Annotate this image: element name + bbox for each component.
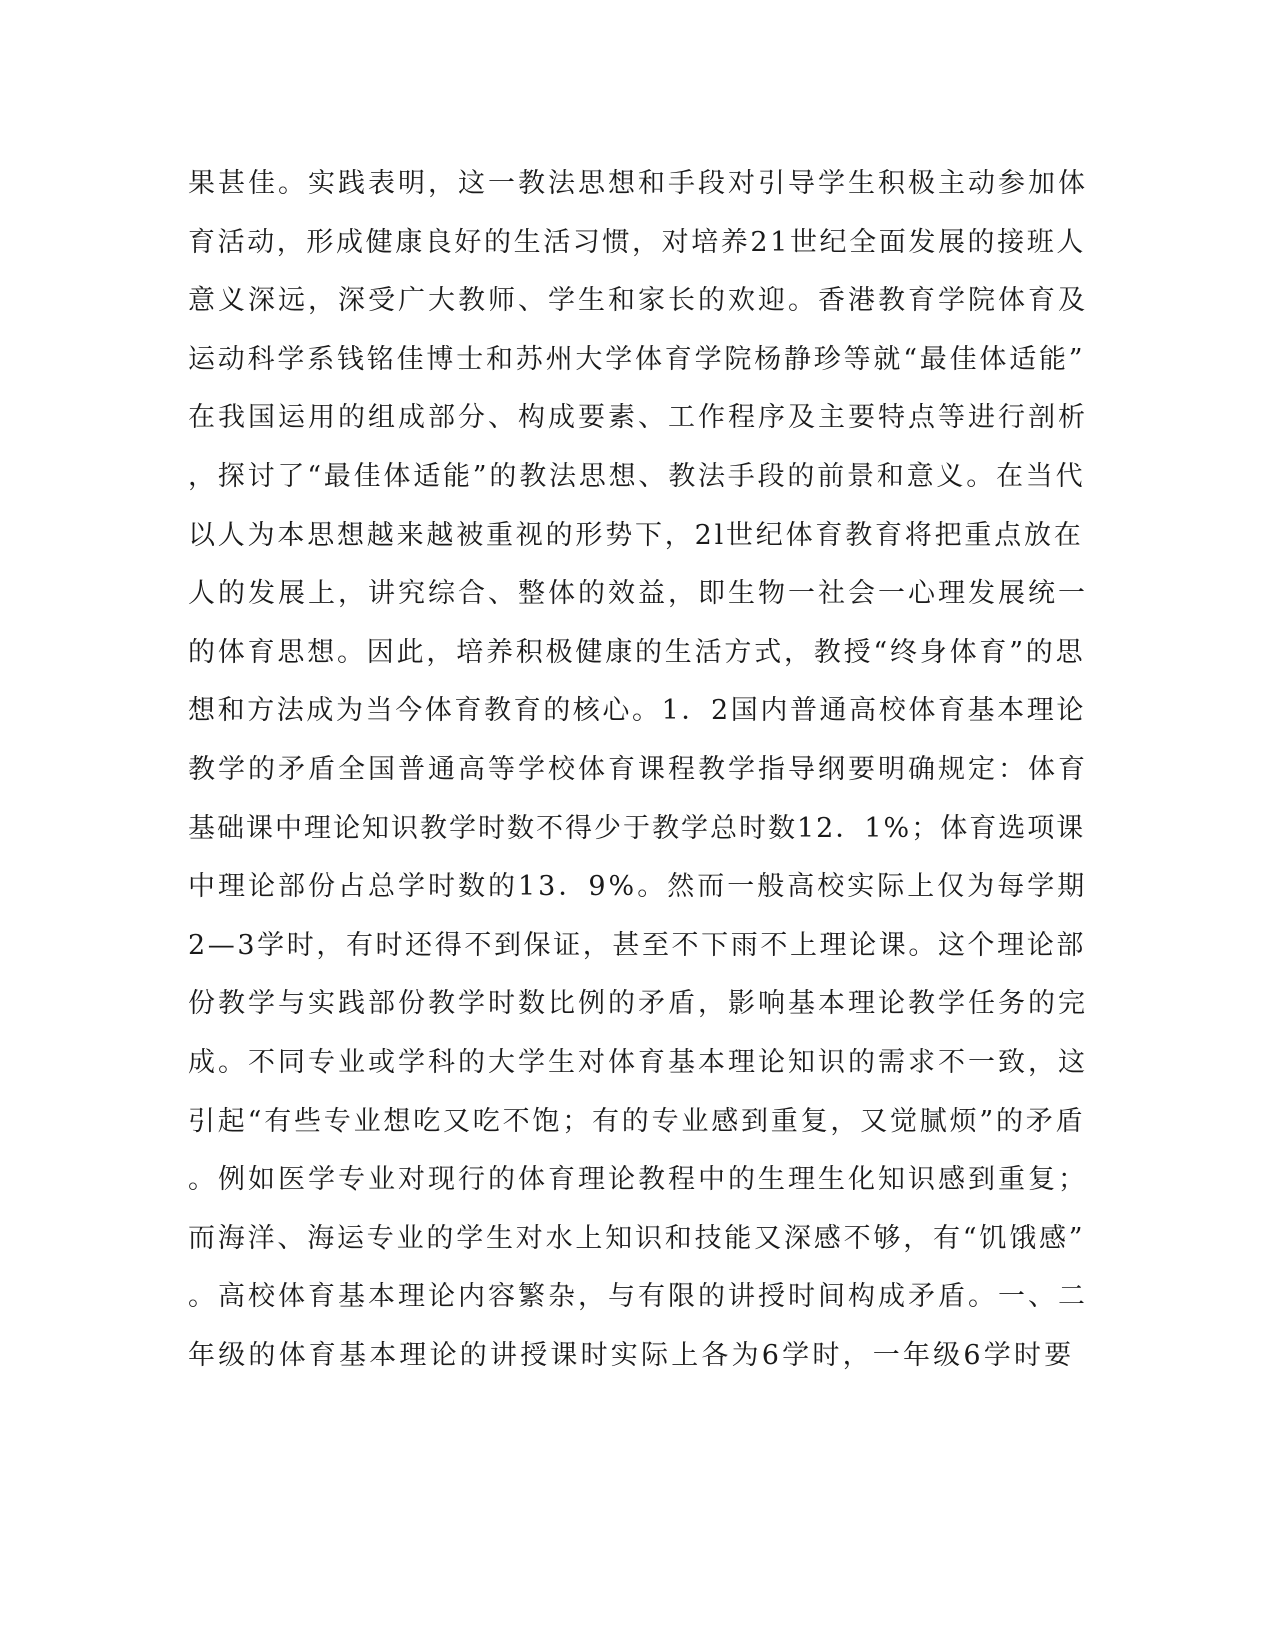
text-line: 人的发展上，讲究综合、整体的效益，即生物一社会一心理发展统一	[188, 578, 1088, 610]
text-line: 2—3学时，有时还得不到保证，甚至不下雨不上理论课。这个理论部	[188, 929, 1086, 961]
text-line: 育活动，形成健康良好的生活习惯，对培养21世纪全面发展的接班人	[188, 226, 1086, 258]
text-line: 基础课中理论知识教学时数不得少于教学总时数12．1%；体育选项课	[188, 812, 1086, 844]
text-line: 份教学与实践部份教学时数比例的矛盾，影响基本理论教学任务的完	[188, 988, 1088, 1020]
text-line: 的体育思想。因此，培养积极健康的生活方式，教授“终身体育”的思	[188, 636, 1086, 668]
text-line: 成。不同专业或学科的大学生对体育基本理论知识的需求不一致，这	[188, 1046, 1088, 1078]
text-line: 引起“有些专业想吃又吃不饱；有的专业感到重复，又觉腻烦”的矛盾	[188, 1105, 1086, 1137]
text-line: 果甚佳。实践表明，这一教法思想和手段对引导学生积极主动参加体	[188, 168, 1088, 199]
text-line: 。高校体育基本理论内容繁杂，与有限的讲授时间构成矛盾。一、二	[188, 1281, 1088, 1313]
text-line: 年级的体育基本理论的讲授课时实际上各为6学时，一年级6学时要	[188, 1339, 1075, 1371]
text-line: 意义深远，深受广大教师、学生和家长的欢迎。香港教育学院体育及	[188, 285, 1088, 317]
text-line: 以人为本思想越来越被重视的形势下，2l世纪体育教育将把重点放在	[188, 519, 1084, 551]
text-line: 想和方法成为当今体育教育的核心。1．2国内普通高校体育基本理论	[188, 695, 1086, 727]
text-line: 而海洋、海运专业的学生对水上知识和技能又深感不够，有“饥饿感”	[188, 1222, 1086, 1254]
text-line: 。例如医学专业对现行的体育理论教程中的生理生化知识感到重复；	[188, 1164, 1088, 1196]
body-text	[188, 164, 1088, 1394]
text-line: 运动科学系钱铭佳博士和苏州大学体育学院杨静珍等就“最佳体适能”	[188, 343, 1086, 375]
text-line: ，探讨了“最佳体适能”的教法思想、教法手段的前景和意义。在当代	[188, 460, 1086, 492]
text-line: 教学的矛盾全国普通高等学校体育课程教学指导纲要明确规定：体育	[188, 753, 1088, 785]
text-line: 中理论部份占总学时数的13．9%。然而一般高校实际上仅为每学期	[188, 871, 1088, 903]
text-line: 在我国运用的组成部分、构成要素、工作程序及主要特点等进行剖析	[188, 402, 1088, 434]
